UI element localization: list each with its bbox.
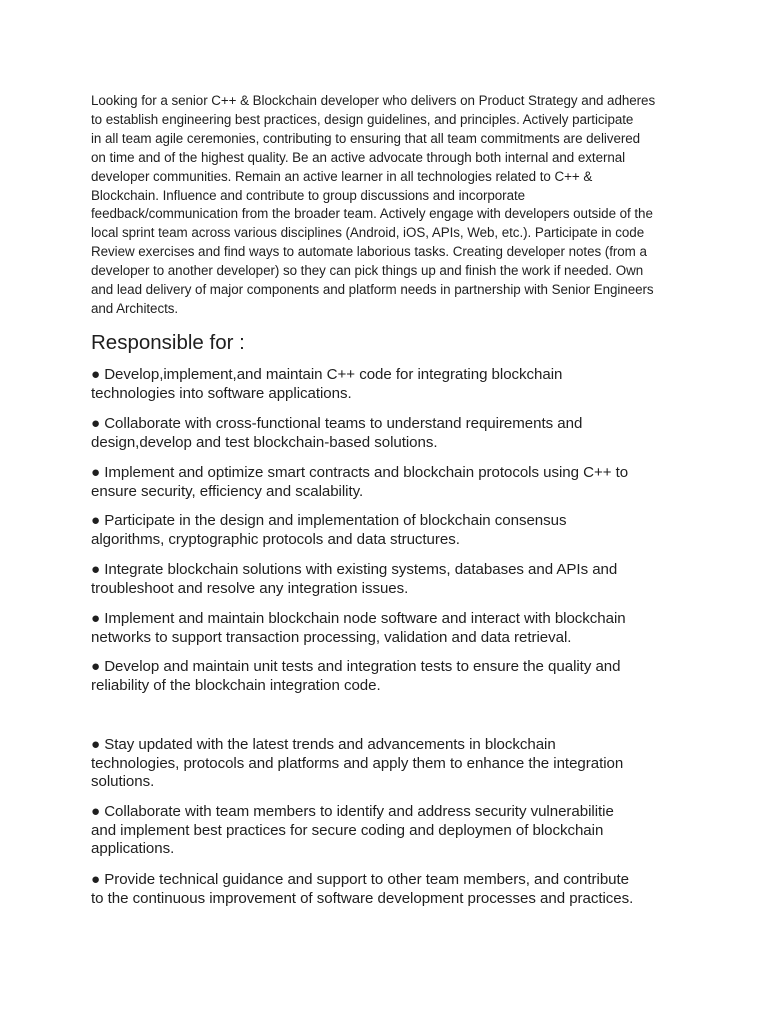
bullet-item	[91, 610, 711, 647]
bullet-line: ● Participate in the design and implementation of blockchain consensus	[91, 512, 567, 529]
section-heading: Responsible for :	[91, 331, 245, 354]
bullet-line: ensure security, efficiency and scalability.	[91, 482, 364, 500]
intro-paragraph	[91, 92, 691, 319]
bullet-item	[91, 561, 711, 598]
bullet-line: networks to support transaction processing, validation and data retrieval.	[91, 628, 572, 646]
intro-line: Looking for a senior C++ & Blockchain developer who delivers on Product Strategy and adheres	[91, 93, 656, 108]
intro-line: Blockchain. Influence and contribute to group discussions and incorporate	[91, 187, 526, 203]
bullet-item	[91, 464, 711, 501]
bullet-line: ● Collaborate with cross-functional teams to understand requirements and	[91, 415, 583, 432]
bullet-item	[91, 366, 711, 403]
bullet-line: ● Implement and maintain blockchain node software and interact with blockchain	[91, 610, 626, 627]
bullet-line: reliability of the blockchain integration code.	[91, 676, 381, 694]
bullet-line: and implement best practices for secure coding and deploymen of blockchain	[91, 821, 604, 839]
bullet-line: technologies, protocols and platforms and apply them to enhance the integration	[91, 754, 624, 772]
intro-line: developer to another developer) so they can pick things up and finish the work if needed. Own	[91, 263, 644, 279]
bullet-line: ● Collaborate with team members to identify and address security vulnerabilitie	[91, 803, 614, 820]
bullet-item	[91, 803, 711, 859]
bullet-line: ● Implement and optimize smart contracts and blockchain protocols using C++ to	[91, 464, 629, 481]
intro-line: and Architects.	[91, 300, 179, 316]
bullet-line: technologies into software applications.	[91, 384, 352, 402]
bullet-line: to the continuous improvement of software development processes and practices.	[91, 889, 634, 907]
bullet-line: troubleshoot and resolve any integration issues.	[91, 579, 409, 597]
bullet-line: design,develop and test blockchain-based solutions.	[91, 433, 438, 451]
bullet-line: applications.	[91, 840, 175, 858]
bullet-line: ● Integrate blockchain solutions with existing systems, databases and APIs and	[91, 561, 618, 578]
bullet-item	[91, 658, 711, 695]
bullet-line: ● Develop,implement,and maintain C++ code for integrating blockchain	[91, 366, 563, 383]
intro-line: Review exercises and find ways to automate laborious tasks. Creating developer notes (from a	[91, 244, 647, 260]
bullet-line: ● Stay updated with the latest trends and advancements in blockchain	[91, 736, 556, 753]
bullet-item	[91, 871, 711, 908]
intro-line: developer communities. Remain an active learner in all technologies related to C++ &	[91, 168, 593, 184]
intro-line: in all team agile ceremonies, contributing to ensuring that all team commitments are delivered	[91, 130, 641, 146]
bullet-line: ● Provide technical guidance and support to other team members, and contribute	[91, 871, 630, 888]
bullet-line: solutions.	[91, 773, 155, 791]
bullet-item	[91, 415, 711, 452]
bullet-line: ● Develop and maintain unit tests and integration tests to ensure the quality and	[91, 658, 621, 675]
bullet-item	[91, 736, 711, 792]
bullet-line: algorithms, cryptographic protocols and data structures.	[91, 530, 460, 548]
intro-line: to establish engineering best practices, design guidelines, and principles. Actively participate	[91, 111, 634, 127]
bullet-item	[91, 512, 711, 549]
intro-line: local sprint team across various disciplines (Android, iOS, APIs, Web, etc.). Participate in code	[91, 225, 645, 241]
intro-line: feedback/communication from the broader team. Actively engage with developers outside of the	[91, 206, 653, 222]
intro-line: and lead delivery of major components and platform needs in partnership with Senior Engineers	[91, 282, 654, 298]
intro-line: on time and of the highest quality. Be an active advocate through both internal and external	[91, 149, 626, 165]
